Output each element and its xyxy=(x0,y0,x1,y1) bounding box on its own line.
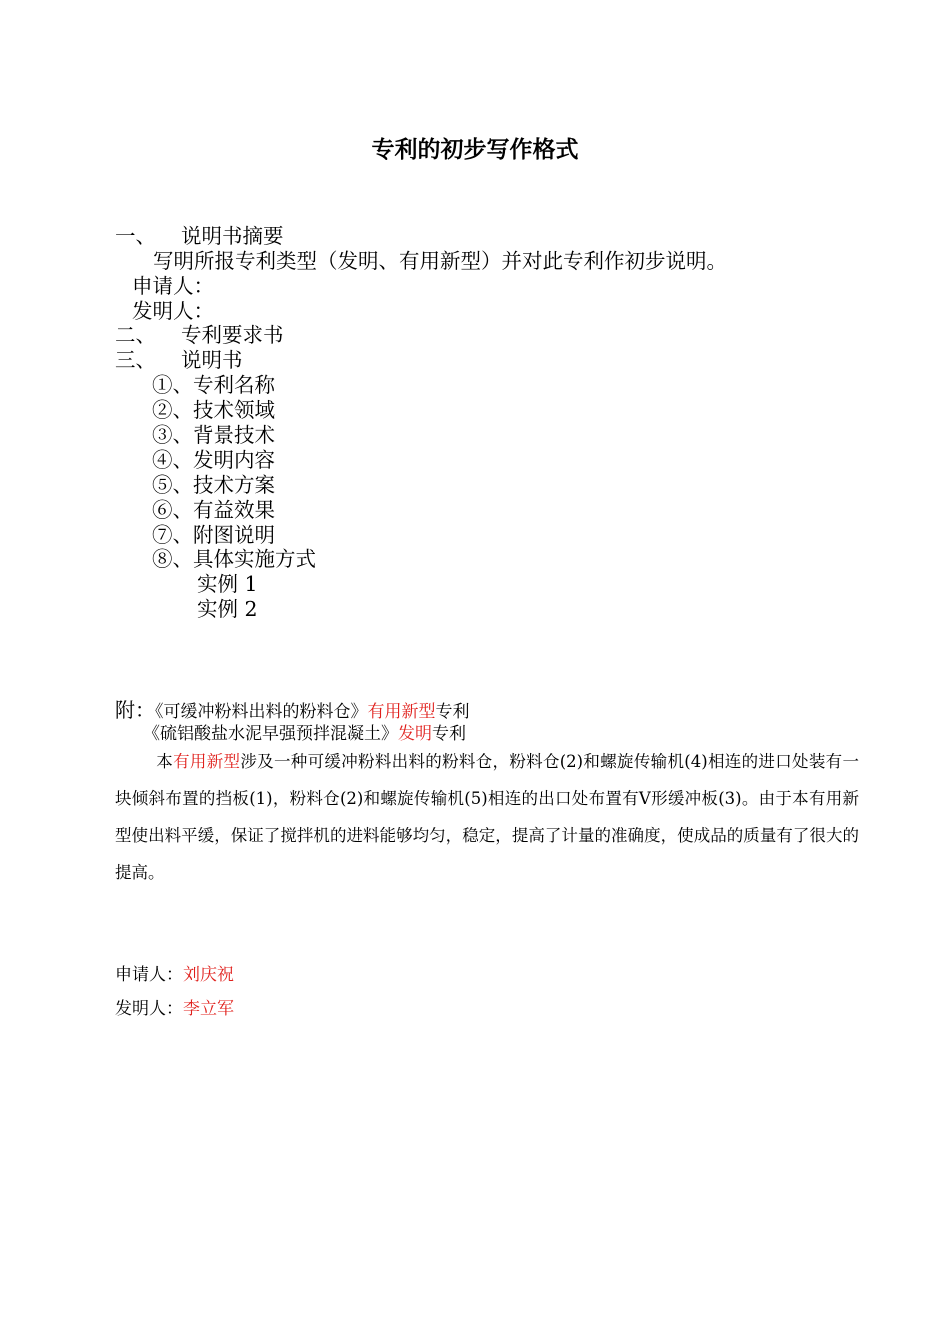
appendix-label: 附： xyxy=(115,698,155,722)
section-1-heading xyxy=(115,224,284,249)
example-1: 实例 1 xyxy=(197,572,258,596)
section-2-number: 二、 xyxy=(115,323,156,347)
patent-2-type: 发明 xyxy=(398,724,432,744)
section-2-label: 专利要求书 xyxy=(181,323,284,347)
para-body: 涉及一种可缓冲粉料出料的粉料仓，粉料仓(2)和螺旋传输机(4)相连的进口处装有一块倾斜布置的挡板(1)，粉料仓(2)和螺旋传输机(5)相连的出口处布置有V形缓冲板(3)。由于本有用新型使出料平缓，保证了搅拌机的进料能够均匀，稳定，提高了计量的准确度，使成品的质量有了很大的提高。 xyxy=(115,752,859,882)
section-1-description: 写明所报专利类型（发明、有用新型）并对此专利作初步说明。 xyxy=(153,249,727,273)
outline-item: ⑤、技术方案 xyxy=(152,473,275,497)
patent-1-title: 《可缓冲粉料出料的粉料仓》 xyxy=(155,702,368,722)
para-start: 本 xyxy=(156,752,174,771)
patent-2-suffix: 专利 xyxy=(432,724,466,744)
appendix-inventor xyxy=(115,997,234,1021)
section-1-number: 一、 xyxy=(115,224,156,248)
appendix-inventor-label: 发明人： xyxy=(115,999,183,1019)
section-3-heading xyxy=(115,348,243,373)
inventor-line: 发明人： xyxy=(132,299,214,323)
appendix-applicant-name: 刘庆祝 xyxy=(183,965,234,985)
section-1-label: 说明书摘要 xyxy=(181,224,284,248)
section-2-heading xyxy=(115,323,284,348)
appendix-applicant-label: 申请人： xyxy=(115,965,183,985)
example-2: 实例 2 xyxy=(197,597,258,621)
applicant-line: 申请人： xyxy=(132,274,214,298)
outline-item: ⑥、有益效果 xyxy=(152,498,275,522)
outline-item: ③、背景技术 xyxy=(152,423,275,447)
appendix-patent-1 xyxy=(115,698,470,724)
outline-item: ①、专利名称 xyxy=(152,373,275,397)
page-title: 专利的初步写作格式 xyxy=(371,137,579,163)
outline-item: ②、技术领域 xyxy=(152,398,275,422)
section-3-label: 说明书 xyxy=(181,348,243,372)
patent-1-type: 有用新型 xyxy=(367,702,436,722)
para-highlight: 有用新型 xyxy=(173,752,241,771)
appendix-inventor-name: 李立军 xyxy=(183,999,234,1019)
outline-item: ⑧、具体实施方式 xyxy=(152,547,316,571)
outline-item: ⑦、附图说明 xyxy=(152,523,275,547)
section-3-number: 三、 xyxy=(115,348,156,372)
outline-item: ④、发明内容 xyxy=(152,448,275,472)
appendix-applicant xyxy=(115,963,234,987)
patent-1-suffix: 专利 xyxy=(435,702,470,722)
patent-2-title: 《硫铝酸盐水泥早强预拌混凝土》 xyxy=(143,724,398,744)
abstract-paragraph xyxy=(115,743,859,891)
